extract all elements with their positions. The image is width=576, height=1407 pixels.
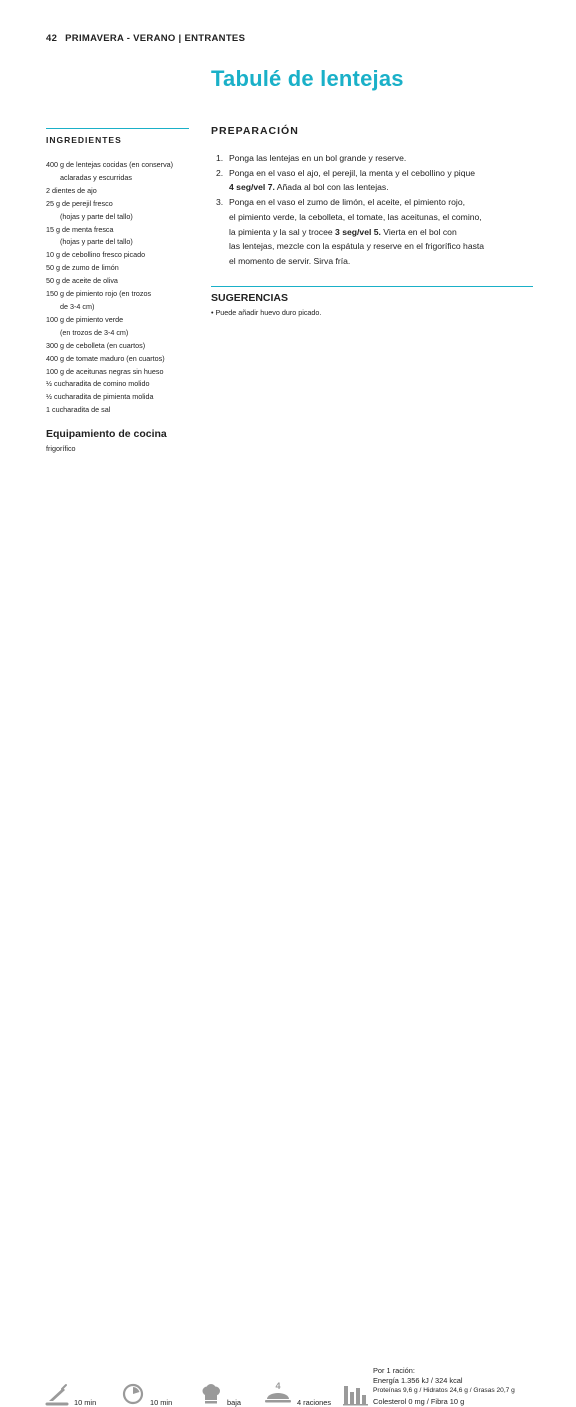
step-line xyxy=(229,195,536,210)
equipment-item: frigorífico xyxy=(46,444,76,453)
suggestion-item: • Puede añadir huevo duro picado. xyxy=(211,308,322,317)
nutrition-info xyxy=(373,1366,515,1407)
nutrition-energy: Energía 1.356 kJ / 324 kcal xyxy=(373,1376,463,1386)
step-line xyxy=(229,151,536,166)
ingredient-item: 400 g de lentejas cocidas (en conserva) xyxy=(46,160,174,169)
ingredient-item: ½ cucharadita de comino molido xyxy=(46,379,150,389)
ingredients-divider xyxy=(46,128,189,129)
clock-icon xyxy=(122,1383,144,1405)
step-setting: 3 seg/vel 5. xyxy=(335,226,381,237)
ingredient-item: 100 g de aceitunas negras sin hueso xyxy=(46,366,164,376)
section-label: PRIMAVERA - VERANO | ENTRANTES xyxy=(65,33,246,44)
suggestions-heading: SUGERENCIAS xyxy=(211,292,289,304)
nutrition-macros: Proteínas 9,6 g / Hidratos 24,6 g / Grasas 20,7 g xyxy=(373,1387,515,1395)
prep-time-label: 10 min xyxy=(74,1398,97,1407)
step-text: Ponga en el vaso el zumo de limón, el aceite, el pimiento rojo, xyxy=(229,197,465,208)
ingredient-item: 150 g de pimiento rojo (en trozos xyxy=(46,289,152,299)
difficulty-label: baja xyxy=(227,1398,241,1407)
total-time-label: 10 min xyxy=(150,1398,173,1407)
ingredients-heading: INGREDIENTES xyxy=(46,135,122,145)
equipment-heading: Equipamiento de cocina xyxy=(46,428,167,440)
step-number: 3. xyxy=(216,197,224,208)
step-line xyxy=(229,180,536,195)
step-text: Ponga en el vaso el ajo, el perejil, la menta y el cebollino y pique xyxy=(229,167,476,178)
page-number: 42 xyxy=(46,33,58,44)
ingredient-item: (en trozos de 3-4 cm) xyxy=(60,327,129,337)
step-line xyxy=(229,254,536,269)
step-line xyxy=(229,166,536,181)
preparation-step xyxy=(216,151,536,166)
servings-dish-icon xyxy=(264,1380,292,1406)
servings-number: 4 xyxy=(275,1381,281,1391)
step-text: el pimiento verde, la cebolleta, el tomate, las aceitunas, el comino, xyxy=(229,211,482,222)
ingredient-item: 2 dientes de ajo xyxy=(46,185,97,195)
step-text: la pimienta y la sal y trocee xyxy=(229,226,336,237)
step-line xyxy=(229,239,536,254)
step-text: las lentejas, mezcle con la espátula y reserve en el frigorífico hasta xyxy=(229,241,485,252)
recipe-title: Tabulé de lentejas xyxy=(211,66,404,91)
ingredient-item: 15 g de menta fresca xyxy=(46,224,114,234)
preparation-steps xyxy=(216,151,536,269)
chef-hat-icon xyxy=(200,1383,222,1405)
ingredient-item: 50 g de zumo de limón xyxy=(46,263,119,273)
nutrition-per-serving: Por 1 ración: xyxy=(373,1366,415,1375)
ingredient-item: ½ cucharadita de pimienta molida xyxy=(46,392,154,402)
step-number: 1. xyxy=(216,153,224,163)
ingredient-item: 25 g de perejil fresco xyxy=(46,198,113,208)
ingredient-item: 1 cucharadita de sal xyxy=(46,405,111,415)
ingredient-item: 10 g de cebollino fresco picado xyxy=(46,250,146,260)
step-setting: 4 seg/vel 7. xyxy=(229,182,275,193)
ingredient-item: 50 g de aceite de oliva xyxy=(46,276,118,286)
ingredient-item: 300 g de cebolleta (en cuartos) xyxy=(46,340,146,350)
preparation-step xyxy=(216,166,536,195)
prep-time-icon xyxy=(44,1384,70,1406)
ingredient-item: 400 g de tomate maduro (en cuartos) xyxy=(46,353,165,363)
step-text: Ponga las lentejas en un bol grande y reserve. xyxy=(229,153,407,163)
step-text: Añada al bol con las lentejas. xyxy=(274,182,389,193)
step-number: 2. xyxy=(216,167,224,178)
nutrition-cholesterol-fiber: Colesterol 0 mg / Fibra 10 g xyxy=(373,1396,465,1406)
ingredient-item: (hojas y parte del tallo) xyxy=(60,211,133,221)
nutrition-chart-icon xyxy=(343,1382,369,1406)
preparation-step xyxy=(216,195,536,269)
ingredient-item: 100 g de pimiento verde xyxy=(46,314,124,324)
ingredients-list xyxy=(46,159,196,417)
step-text: el momento de servir. Sirva fría. xyxy=(229,255,351,266)
ingredient-item: de 3-4 cm) xyxy=(60,301,95,311)
ingredient-item: (hojas y parte del tallo) xyxy=(60,237,133,247)
recipe-footer xyxy=(0,680,576,1407)
suggestions-divider xyxy=(211,286,533,287)
ingredient-item: aclaradas y escurridas xyxy=(60,172,132,182)
page-header xyxy=(46,33,245,44)
servings-label: 4 raciones xyxy=(297,1398,332,1407)
preparation-heading: PREPARACIÓN xyxy=(211,125,299,137)
step-line xyxy=(229,210,536,225)
step-line xyxy=(229,225,536,240)
step-text: Vierta en el bol con xyxy=(380,226,457,237)
